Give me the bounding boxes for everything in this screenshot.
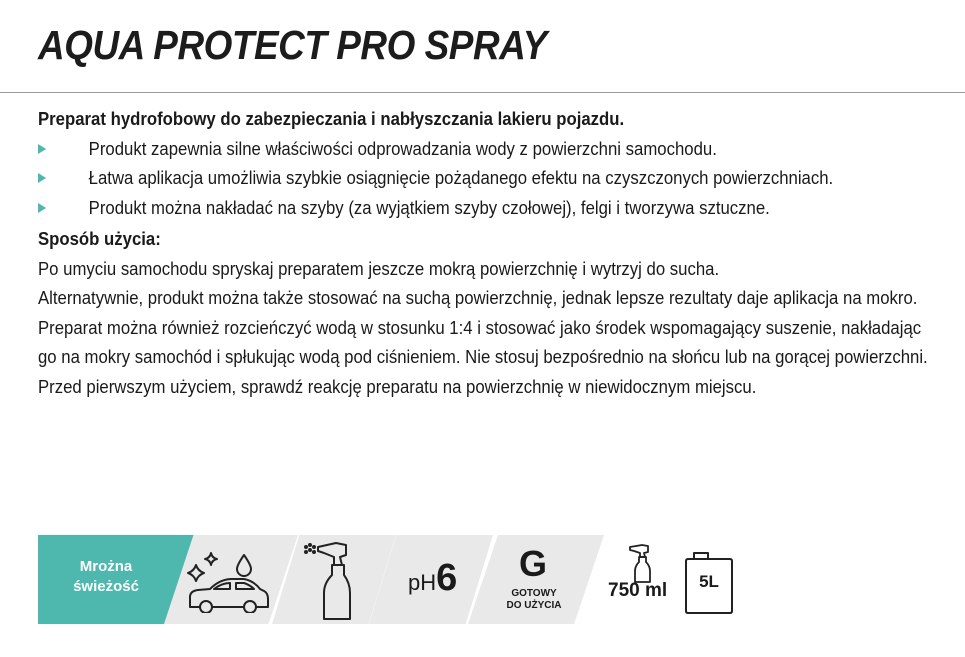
- triangle-bullet-icon: [38, 144, 46, 154]
- intro-text: Preparat hydrofobowy do zabezpieczania i nabłyszczania lakieru pojazdu.: [38, 108, 625, 129]
- feature-text: Łatwa aplikacja umożliwia szybkie osiągnięcie pożądanego efektu na czyszczonych powierzchniach.: [88, 167, 834, 188]
- sparkle-car-icon: [184, 547, 270, 613]
- usage-line: Przed pierwszym użyciem, sprawdź reakcję preparatu na powierzchnię w niewidocznym miejscu.: [38, 375, 757, 397]
- usage-line: go na mokry samochód i spłukując wodą pod ciśnieniem. Nie stosuj bezpośrednio na słońcu lub na gorącej powierzchni.: [38, 346, 928, 367]
- small-spray-bottle-icon: [624, 543, 658, 583]
- spray-bottle-icon: [302, 541, 362, 621]
- triangle-bullet-icon: [38, 203, 46, 213]
- ready-letter: G: [518, 543, 547, 584]
- feature-text: Produkt można nakładać na szyby (za wyjątkiem szyby czołowej), felgi i tworzywa sztuczne.: [88, 196, 770, 218]
- usage-line: Alternatywnie, produkt można także stosować na suchą powierzchnię, jednak lepsze rezultaty daje aplikacja na mokro.: [38, 287, 918, 308]
- ph-indicator: [408, 557, 457, 600]
- ready-line: GOTOWY: [511, 588, 557, 599]
- usage-line: Po umyciu samochodu spryskaj preparatem jeszcze mokrą powierzchnię i wytrzyj do sucha.: [38, 257, 720, 279]
- usage-heading: Sposób użycia:: [38, 228, 161, 249]
- ph-value: 6: [436, 557, 458, 599]
- ph-label: pH: [408, 570, 437, 595]
- feature-text: Produkt zapewnia silne właściwości odprowadzania wody z powierzchni samochodu.: [88, 137, 717, 159]
- product-title: AQUA PROTECT PRO SPRAY: [38, 22, 547, 68]
- volume-750ml: 750 ml: [608, 580, 668, 601]
- title-divider: [0, 92, 965, 93]
- scent-label: Mrożna świeżość: [73, 558, 139, 595]
- usage-text: [38, 254, 934, 402]
- description: [38, 104, 934, 401]
- triangle-bullet-icon: [38, 173, 46, 183]
- feature-item: [38, 134, 934, 164]
- feature-item: [38, 163, 934, 193]
- ready-to-use-label: [490, 588, 578, 612]
- feature-item: [38, 193, 934, 223]
- ready-line: DO UŻYCIA: [506, 600, 562, 611]
- usage-line: Preparat można również rozcieńczyć wodą w stosunku 1:4 i stosować jako środek wspomagający suszenie, nakładając: [38, 316, 922, 338]
- volume-5l: 5L: [699, 572, 719, 591]
- feature-list: [38, 134, 934, 223]
- feature-badges: [38, 535, 758, 624]
